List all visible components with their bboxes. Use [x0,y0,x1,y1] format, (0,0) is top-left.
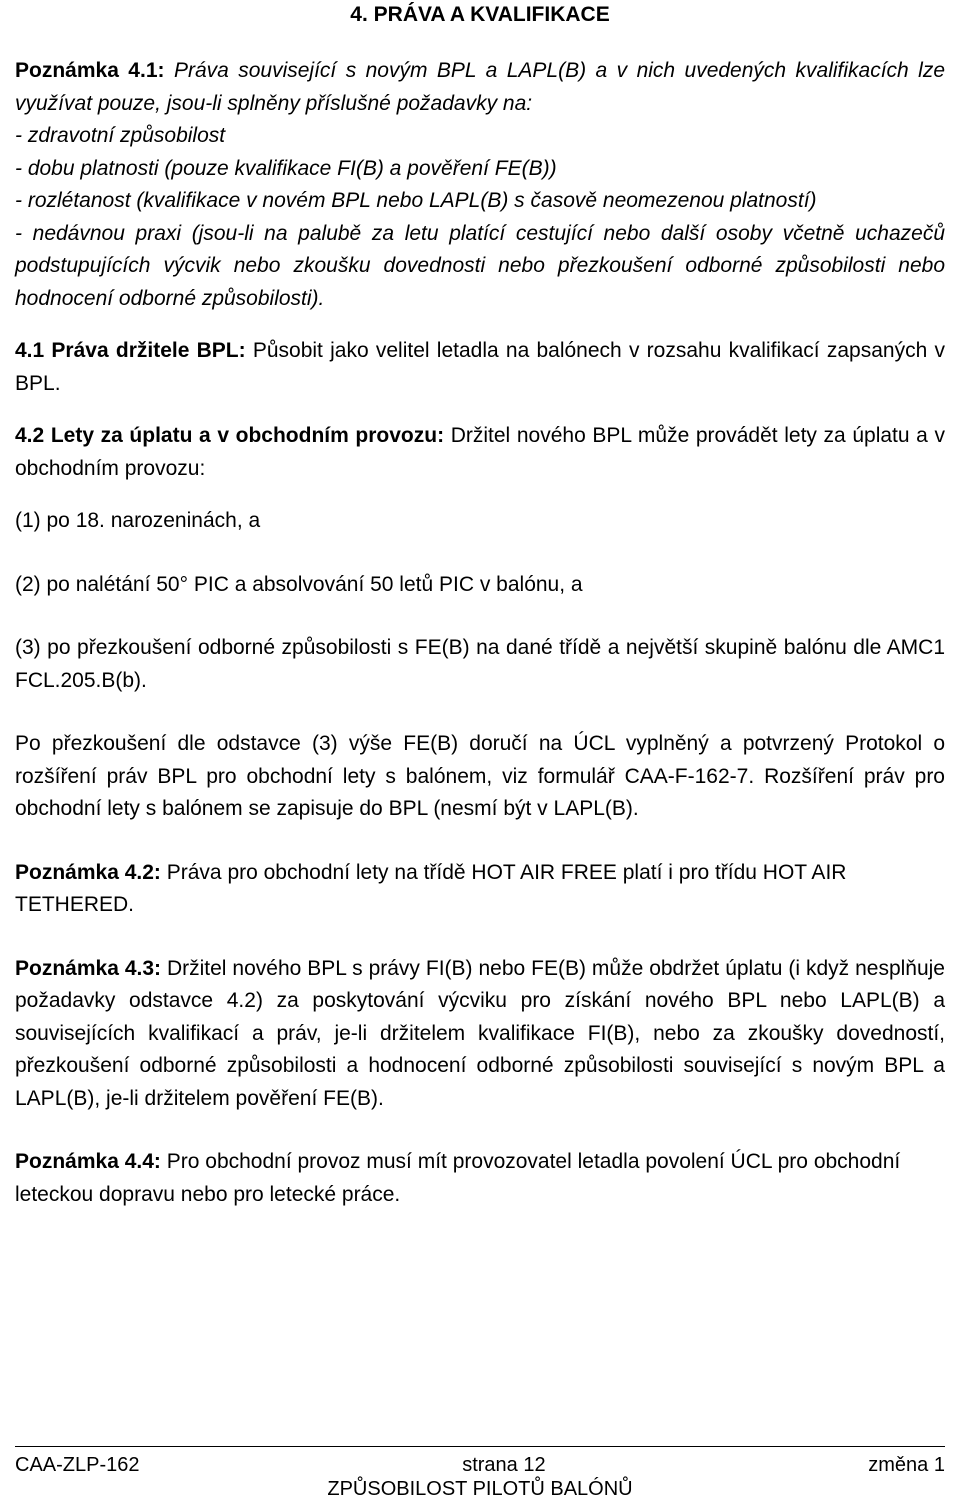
footer-page-number: strana 12 [462,1454,546,1476]
note-4-4 [15,1146,945,1211]
section-4-2-label: 4.2 Lety za úplatu a v obchodním provozu: [15,424,445,447]
note-4-1-item: - zdravotní způsobilost [15,124,226,147]
note-4-1-intro: Práva související s novým BPL a LAPL(B) a v nich uvedených kvalifikacích lze využívat pouze, jsou-li splněny příslušné požadavky na: [15,59,945,115]
note-4-1-item: - nedávnou praxi (jsou-li na palubě za letu platící cestující nebo další osoby včetně uchazečů podstupujících výcvik nebo zkoušku dovednosti nebo přezkoušení odborné způsobilosti nebo hodnocení odborné způsobilosti). [15,221,945,310]
note-4-1-label: Poznámka 4.1: [15,59,165,82]
condition-item: (1) po 18. narozeninách, a [15,509,261,532]
note-4-2 [15,857,945,922]
section-4-2-text: Držitel nového BPL může provádět lety za úplatu a v obchodním provozu: [15,424,945,480]
section-4-1-label: 4.1 Práva držitele BPL: [15,339,246,362]
section-4-2 [15,420,945,485]
note-4-4-label: Poznámka 4.4: [15,1150,161,1173]
note-4-1 [15,55,945,315]
section-4-1 [15,335,945,400]
note-4-3-label: Poznámka 4.3: [15,956,162,980]
paragraph-after-conditions: Po přezkoušení dle odstavce (3) výše FE(B) doručí na ÚCL vyplněný a potvrzený Protokol o rozšíření práv BPL pro obchodní lety s balónem, viz formulář CAA-F-162-7. Rozšíření práv pro obchodní lety s balónem se zapisuje do BPL (nesmí být v LAPL(B). [15,732,945,820]
footer-doc-id: CAA-ZLP-162 [15,1454,140,1476]
note-4-3 [15,953,945,1116]
note-4-1-item: - rozlétanost (kvalifikace v novém BPL nebo LAPL(B) s časově neomezenou platností) [15,189,817,212]
note-4-1-item: - dobu platnosti (pouze kvalifikace FI(B) a pověření FE(B)) [15,156,557,180]
section-4-1-text: Působit jako velitel letadla na balónech v rozsahu kvalifikací zapsaných v BPL. [15,339,945,395]
condition-item: (2) po nalétání 50° PIC a absolvování 50 letů PIC v balónu, a [15,572,583,596]
page-title: 4. PRÁVA A KVALIFIKACE [350,3,610,26]
note-4-3-text: Držitel nového BPL s právy FI(B) nebo FE(B) může obdržet úplatu (i když nesplňuje požadavky odstavce 4.2) za poskytování výcviku pro získání nového BPL nebo LAPL(B) a souvisejících kvalifikací a práv, je-li držitelem kvalifikace FI(B), nebo za zkoušky dovedností, přezkoušení odborné způsobilosti a hodnocení odborné způsobilosti související s novým BPL a LAPL(B), je-li držitelem pověření FE(B). [15,956,945,1110]
note-4-2-text: Práva pro obchodní lety na třídě HOT AIR FREE platí i pro třídu HOT AIR TETHERED. [15,860,847,916]
document-page [15,0,945,1211]
note-4-4-text: Pro obchodní provoz musí mít provozovatel letadla povolení ÚCL pro obchodní leteckou dopravu nebo pro letecké práce. [15,1150,901,1206]
footer-amendment: změna 1 [868,1454,945,1476]
page-footer [15,1446,945,1501]
condition-item: (3) po přezkoušení odborné způsobilosti s FE(B) na dané třídě a největší skupině balónu dle AMC1 FCL.205.B(b). [15,636,945,692]
footer-subtitle: ZPŮSOBILOST PILOTŮ BALÓNŮ [327,1478,633,1500]
note-4-2-label: Poznámka 4.2: [15,860,161,884]
